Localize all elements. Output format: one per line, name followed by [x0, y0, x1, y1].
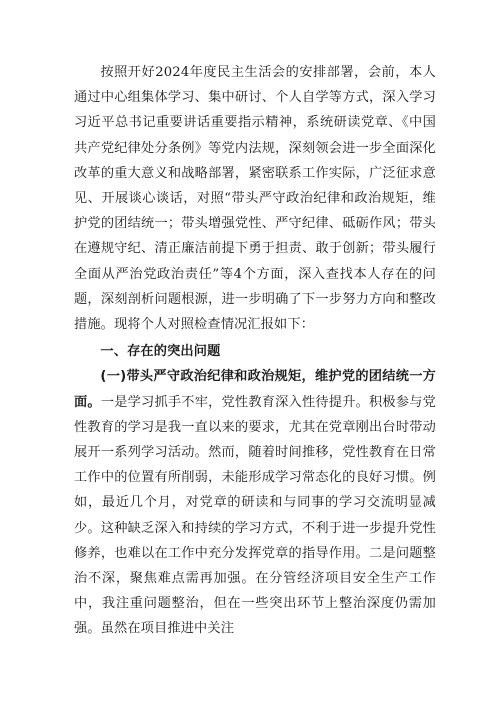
document-body: [74, 60, 436, 642]
subsection-paragraph: [74, 364, 436, 641]
subsection-body: 一是学习抓手不牢，党性教育深入性待提升。积极参与党性教育的学习是我一直以来的要求，尤其在党章刚出台时带动展开一系列学习活动。然而，随着时间推移，党性教育在日常工作中的位置有所削弱，未能形成学习常态化的良好习惯。例如，最近几个月，对党章的研读和与同事的学习交流明显减少。这种缺乏深入和持续的学习方式，不利于进一步提升党性修养，也难以在工作中充分发挥党章的指导作用。二是问题整治不深，聚焦难点需再加强。在分管经济项目安全生产工作中，我注重问题整治，但在一些突出环节上整治深度仍需加强。虽然在项目推进中关注: [74, 394, 436, 637]
section-heading: 一、存在的突出问题: [100, 344, 221, 360]
intro-paragraph: 按照开好2024年度民主生活会的安排部署，会前，本人通过中心组集体学习、集中研讨、个人自学等方式，深入学习习近平总书记重要讲话重要指示精神，系统研读党章、《中国共产党纪律处分条例》等党内法规，深刻领会进一步全面深化改革的重大意义和战略部署，紧密联系工作实际，广泛征求意见、开展谈心谈话，对照“带头严守政治纪律和政治规矩，维护党的团结统一；带头增强党性、严守纪律、砥砺作风；带头在遵规守纪、清正廉洁前提下勇于担责、敢于创新；带头履行全面从严治党政治责任”等4个方面，深入查找本人存在的问题，深刻剖析问题根源，进一步明确了下一步努力方向和整改措施。现将个人对照检查情况汇报如下：: [74, 65, 436, 333]
subsection-heading: (一)带头严守政治纪律和政治规矩，维护党的团结统一方面。: [74, 369, 436, 410]
